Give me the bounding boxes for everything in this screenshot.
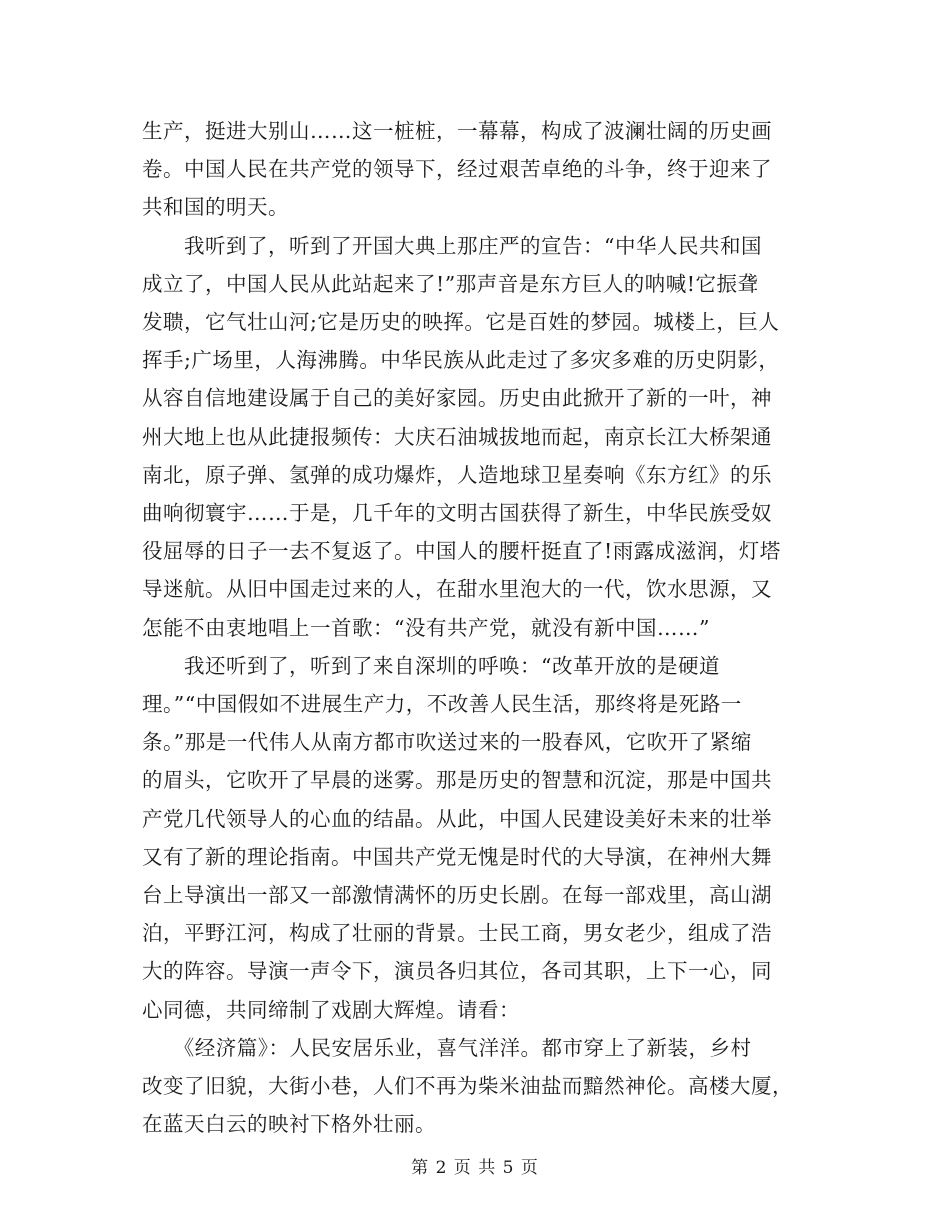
text-line: 从容自信地建设属于自己的美好家园。历史由此掀开了新的一叶，神 — [142, 386, 772, 411]
text-line: 我还听到了，听到了来自深圳的呼唤：“改革开放的是硬道 — [142, 653, 720, 678]
text-line: 卷。中国人民在共产党的领导下，经过艰苦卓绝的斗争，终于迎来了 — [142, 157, 772, 182]
text-line: 州大地上也从此捷报频传：大庆石油城拔地而起，南京长江大桥架通 — [142, 424, 772, 449]
text-line: 发聩，它气壮山河;它是历史的映挥。它是百姓的梦园。城楼上，巨人 — [142, 310, 780, 335]
text-line: 泊，平野江河，构成了壮丽的背景。士民工商，男女老少，组成了浩 — [142, 921, 772, 946]
text-line: 条。”那是一代伟人从南方都市吹送过来的一股春风，它吹开了紧缩 — [142, 730, 752, 755]
text-line: 生产，挺进大别山……这一桩桩，一幕幕，构成了波澜壮阔的历史画 — [142, 119, 772, 143]
text-line: 改变了旧貌，大街小巷，人们不再为柴米油盐而黯然神伦。高楼大厦， — [142, 1074, 793, 1099]
page-number-footer: 第 2 页 共 5 页 — [411, 1158, 539, 1178]
text-line: 理。”“中国假如不进展生产力，不改善人民生活，那终将是死路一 — [142, 692, 742, 717]
text-line: 挥手;广场里，人海沸腾。中华民族从此走过了多灾多难的历史阴影， — [142, 348, 780, 373]
text-line: 产党几代领导人的心血的结晶。从此，中国人民建设美好未来的壮举 — [142, 806, 772, 831]
text-line: 共和国的明天。 — [142, 195, 289, 220]
paragraph-1 — [142, 112, 810, 227]
text-line: 的眉头，它吹开了早晨的迷雾。那是历史的智慧和沉淀，那是中国共 — [142, 768, 772, 793]
text-line: 怎能不由衷地唱上一首歌：“没有共产党，就没有新中国……” — [142, 615, 710, 640]
text-line: 《经济篇》：人民安居乐业，喜气洋洋。都市穿上了新装，乡村 — [142, 1035, 752, 1060]
text-line: 又有了新的理论指南。中国共产党无愧是时代的大导演，在神州大舞 — [142, 844, 772, 869]
document-body — [142, 112, 810, 1143]
text-line: 心同德，共同缔制了戏剧大辉煌。请看： — [142, 997, 520, 1022]
text-line: 大的阵容。导演一声令下，演员各归其位，各司其职，上下一心，同 — [142, 959, 772, 984]
text-line: 我听到了，听到了开国大典上那庄严的宣告：“中华人民共和国 — [142, 233, 762, 258]
paragraph-3 — [142, 647, 810, 1029]
text-line: 役屈辱的日子一去不复返了。中国人的腰杆挺直了!雨露成滋润，灯塔 — [142, 539, 781, 564]
text-line: 成立了，中国人民从此站起来了!”那声音是东方巨人的呐喊!它振聋 — [142, 271, 759, 296]
paragraph-4 — [142, 1029, 810, 1144]
text-line: 导迷航。从旧中国走过来的人，在甜水里泡大的一代，饮水思源，又 — [142, 577, 772, 602]
text-line: 南北，原子弹、氢弹的成功爆炸，人造地球卫星奏响《东方红》的乐 — [142, 462, 772, 487]
text-line: 在蓝天白云的映衬下格外壮丽。 — [142, 1112, 436, 1137]
text-line: 台上导演出一部又一部激情满怀的历史长剧。在每一部戏里，高山湖 — [142, 883, 772, 908]
text-line: 曲响彻寰宇……于是，几千年的文明古国获得了新生，中华民族受奴 — [142, 501, 772, 526]
paragraph-2 — [142, 227, 810, 647]
